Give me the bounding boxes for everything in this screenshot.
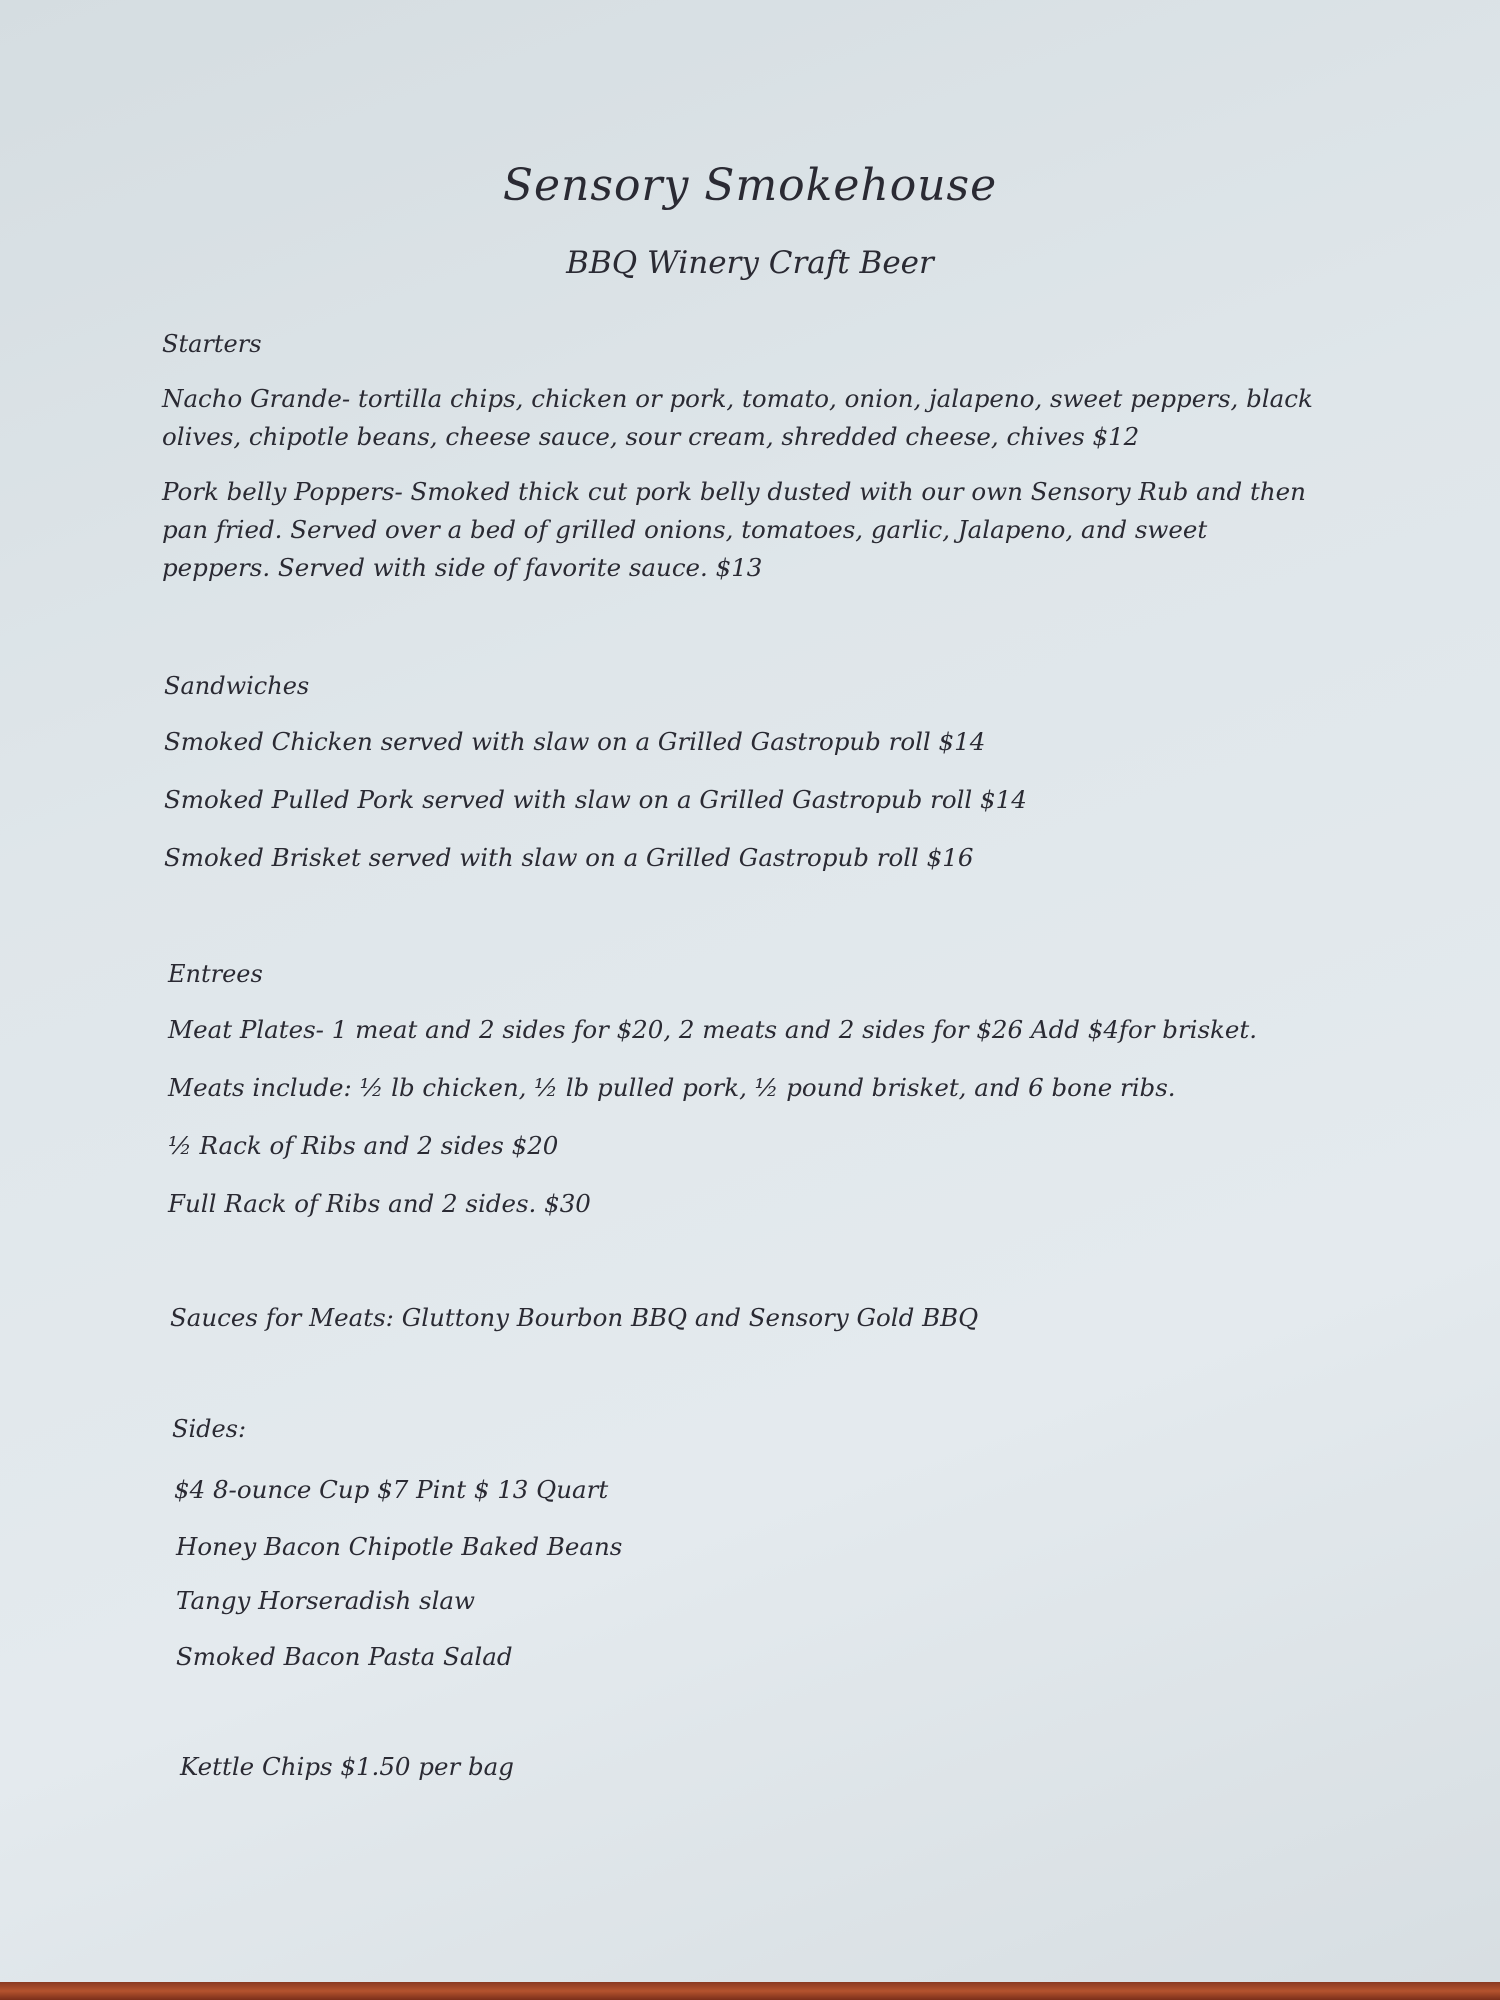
starters-heading: Starters	[162, 330, 262, 358]
entrees-heading: Entrees	[168, 960, 263, 988]
starter-item-nacho-grande: Nacho Grande- tortilla chips, chicken or pork, tomato, onion, jalapeno, sweet peppers, black olives, chipotle beans, cheese sauce, sour cream, shredded cheese, chives $12	[162, 384, 1313, 451]
side-item-horseradish-slaw: Tangy Horseradish slaw	[176, 1586, 476, 1615]
kettle-chips-line: Kettle Chips $1.50 per bag	[180, 1752, 514, 1781]
entree-item-meats-include: Meats include: ½ lb chicken, ½ lb pulled pork, ½ pound brisket, and 6 bone ribs.	[168, 1073, 1176, 1102]
sandwich-item-pulled-pork: Smoked Pulled Pork served with slaw on a Grilled Gastropub roll $14	[164, 785, 1027, 814]
sauces-line: Sauces for Meats: Gluttony Bourbon BBQ and Sensory Gold BBQ	[170, 1303, 979, 1332]
sides-heading: Sides:	[172, 1415, 247, 1443]
starter-item-pork-belly-poppers: Pork belly Poppers- Smoked thick cut pork belly dusted with our own Sensory Rub and then pan fried. Served over a bed of grilled onions, tomatoes, garlic, Jalapeno, and sweet peppers. Served with side of favorite sauce. $13	[162, 477, 1306, 582]
sandwiches-heading: Sandwiches	[164, 672, 310, 700]
table-surface	[0, 1982, 1500, 2000]
entree-item-full-rack: Full Rack of Ribs and 2 sides. $30	[168, 1189, 591, 1218]
restaurant-subtitle: BBQ Winery Craft Beer	[566, 245, 934, 281]
sides-pricing: $4 8-ounce Cup $7 Pint $ 13 Quart	[174, 1475, 609, 1504]
side-item-baked-beans: Honey Bacon Chipotle Baked Beans	[176, 1532, 623, 1561]
sandwich-item-chicken: Smoked Chicken served with slaw on a Grilled Gastropub roll $14	[164, 727, 986, 756]
sandwich-item-brisket: Smoked Brisket served with slaw on a Grilled Gastropub roll $16	[164, 843, 974, 872]
entree-item-meat-plates: Meat Plates- 1 meat and 2 sides for $20, 2 meats and 2 sides for $26 Add $4for brisket.	[168, 1015, 1258, 1044]
entree-item-half-rack: ½ Rack of Ribs and 2 sides $20	[168, 1131, 559, 1160]
restaurant-title: Sensory Smokehouse	[502, 160, 998, 211]
side-item-pasta-salad: Smoked Bacon Pasta Salad	[176, 1642, 513, 1671]
